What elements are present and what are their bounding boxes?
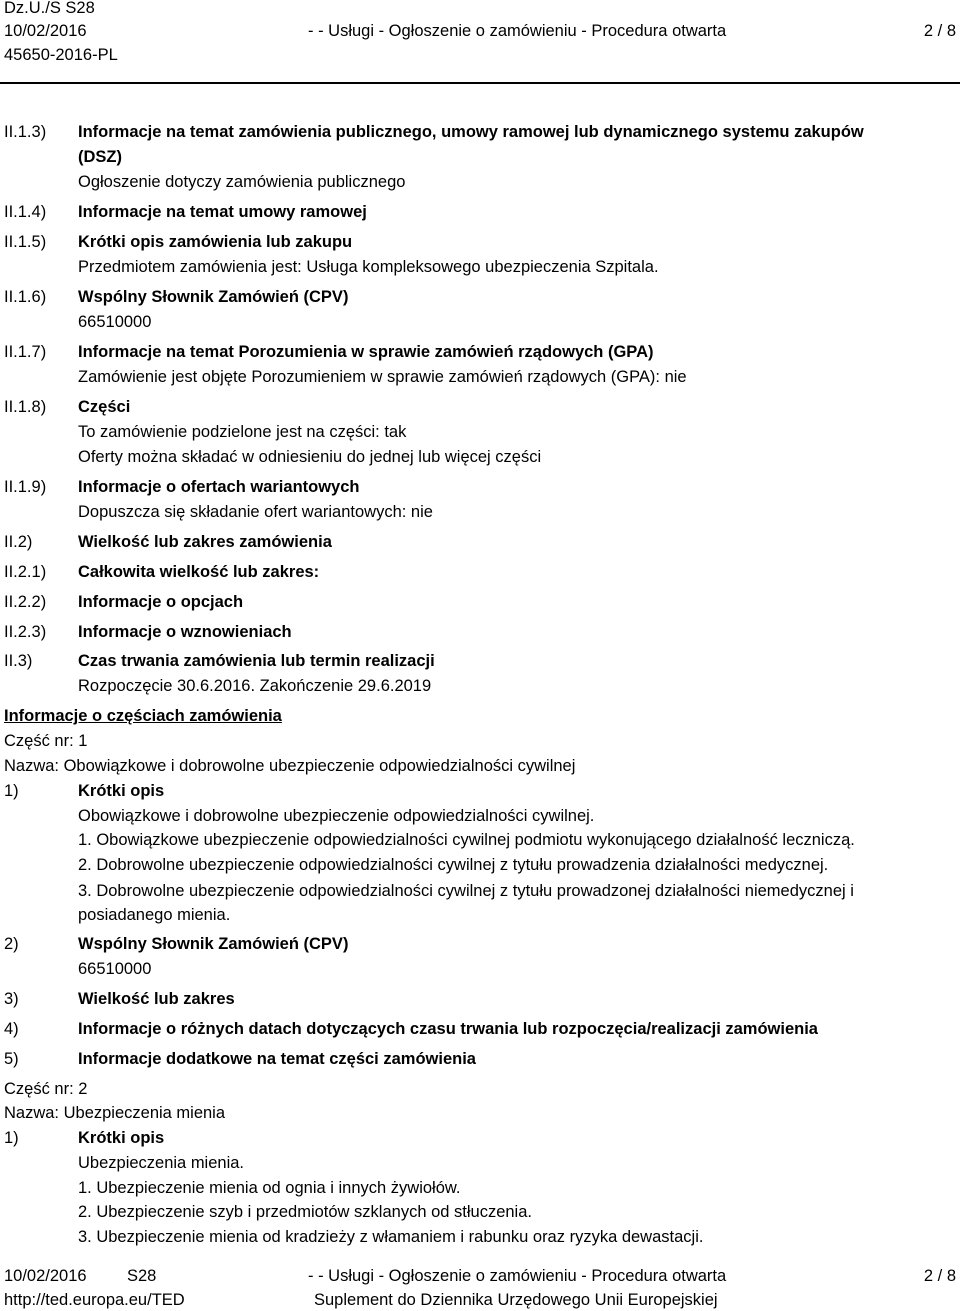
section-heading: Informacje o wznowieniach <box>78 623 292 641</box>
part-name: Nazwa: Obowiązkowe i dobrowolne ubezpieczenie odpowiedzialności cywilnej <box>4 757 576 775</box>
section-number: II.1.6) <box>4 288 47 306</box>
section-heading-cont: (DSZ) <box>78 148 122 166</box>
header-page-number: 2 / 8 <box>923 22 956 40</box>
section-number: II.1.5) <box>4 233 47 251</box>
item-heading: Informacje dodatkowe na temat części zamówienia <box>78 1050 476 1068</box>
section-heading: Wielkość lub zakres zamówienia <box>78 533 332 551</box>
document-ref: 45650-2016-PL <box>4 46 118 64</box>
item-heading: Krótki opis <box>78 782 165 800</box>
section-heading: Informacje na temat Porozumienia w sprawie zamówień rządowych (GPA) <box>78 343 654 361</box>
section-number: II.1.7) <box>4 343 47 361</box>
description-line: 1. Ubezpieczenie mienia od ognia i innych żywiołów. <box>78 1179 461 1197</box>
section-number: II.2) <box>4 533 33 551</box>
header-title: - - Usługi - Ogłoszenie o zamówieniu - Procedura otwarta <box>308 22 727 40</box>
section-number: II.2.3) <box>4 623 47 641</box>
footer-page-number: 2 / 8 <box>923 1267 956 1285</box>
section-value: Rozpoczęcie 30.6.2016. Zakończenie 29.6.2019 <box>78 677 432 695</box>
description-line: Obowiązkowe i dobrowolne ubezpieczenie odpowiedzialności cywilnej. <box>78 807 595 825</box>
description-line: 2. Ubezpieczenie szyb i przedmiotów szklanych od stłuczenia. <box>78 1203 532 1221</box>
item-heading: Informacje o różnych datach dotyczących czasu trwania lub rozpoczęcia/realizacji zamówienia <box>78 1020 818 1038</box>
item-heading: Wspólny Słownik Zamówień (CPV) <box>78 935 349 953</box>
description-line: 3. Ubezpieczenie mienia od kradzieży z włamaniem i rabunku oraz ryzyka dewastacji. <box>78 1228 704 1246</box>
section-value: Dopuszcza się składanie ofert wariantowych: nie <box>78 503 433 521</box>
item-number: 4) <box>4 1020 19 1038</box>
item-number: 1) <box>4 782 19 800</box>
description-line: 2. Dobrowolne ubezpieczenie odpowiedzialności cywilnej z tytułu prowadzenia działalności medycznej. <box>78 856 829 874</box>
section-heading: Części <box>78 398 131 416</box>
section-heading: Informacje na temat umowy ramowej <box>78 203 367 221</box>
section-number: II.3) <box>4 652 33 670</box>
section-number: II.1.8) <box>4 398 47 416</box>
item-number: 3) <box>4 990 19 1008</box>
section-heading: Informacje o opcjach <box>78 593 244 611</box>
ted-link[interactable]: http://ted.europa.eu/TED <box>4 1291 185 1309</box>
section-number: II.1.3) <box>4 123 47 141</box>
footer-supplement: Suplement do Dziennika Urzędowego Unii Europejskiej <box>314 1291 718 1309</box>
section-number: II.1.4) <box>4 203 47 221</box>
section-value: Zamówienie jest objęte Porozumieniem w sprawie zamówień rządowych (GPA): nie <box>78 368 687 386</box>
section-heading: Wspólny Słownik Zamówień (CPV) <box>78 288 349 306</box>
header-date: 10/02/2016 <box>4 22 87 40</box>
footer-journal: S28 <box>127 1267 157 1285</box>
part-number: Część nr: 1 <box>4 732 88 750</box>
item-heading: Krótki opis <box>78 1129 165 1147</box>
section-value: To zamówienie podzielone jest na części: tak <box>78 423 407 441</box>
journal-ref: Dz.U./S S28 <box>4 0 95 17</box>
section-value: Ogłoszenie dotyczy zamówienia publicznego <box>78 173 406 191</box>
parts-heading: Informacje o częściach zamówienia <box>4 707 282 725</box>
footer-title: - - Usługi - Ogłoszenie o zamówieniu - Procedura otwarta <box>308 1267 727 1285</box>
header-divider <box>0 82 960 84</box>
section-heading: Informacje na temat zamówienia publicznego, umowy ramowej lub dynamicznego systemu zakupów <box>78 123 864 141</box>
section-heading: Czas trwania zamówienia lub termin realizacji <box>78 652 435 670</box>
footer-date: 10/02/2016 <box>4 1267 87 1285</box>
section-heading: Całkowita wielkość lub zakres: <box>78 563 320 581</box>
description-line: Ubezpieczenia mienia. <box>78 1154 245 1172</box>
part-number: Część nr: 2 <box>4 1080 88 1098</box>
cpv-code: 66510000 <box>78 960 152 978</box>
item-number: 5) <box>4 1050 19 1068</box>
section-heading: Informacje o ofertach wariantowych <box>78 478 360 496</box>
section-heading: Krótki opis zamówienia lub zakupu <box>78 233 353 251</box>
cpv-code: 66510000 <box>78 313 152 331</box>
section-value: Przedmiotem zamówienia jest: Usługa kompleksowego ubezpieczenia Szpitala. <box>78 258 659 276</box>
part-name: Nazwa: Ubezpieczenia mienia <box>4 1104 226 1122</box>
section-number: II.1.9) <box>4 478 47 496</box>
description-line: 3. Dobrowolne ubezpieczenie odpowiedzialności cywilnej z tytułu prowadzonej działalności niemedycznej i posiadanego mienia. <box>78 882 854 924</box>
item-number: 1) <box>4 1129 19 1147</box>
section-value: Oferty można składać w odniesieniu do jednej lub więcej części <box>78 448 542 466</box>
description-line: 1. Obowiązkowe ubezpieczenie odpowiedzialności cywilnej podmiotu wykonującego działalność leczniczą. <box>78 831 855 849</box>
item-number: 2) <box>4 935 19 953</box>
item-heading: Wielkość lub zakres <box>78 990 235 1008</box>
section-number: II.2.1) <box>4 563 47 581</box>
section-number: II.2.2) <box>4 593 47 611</box>
